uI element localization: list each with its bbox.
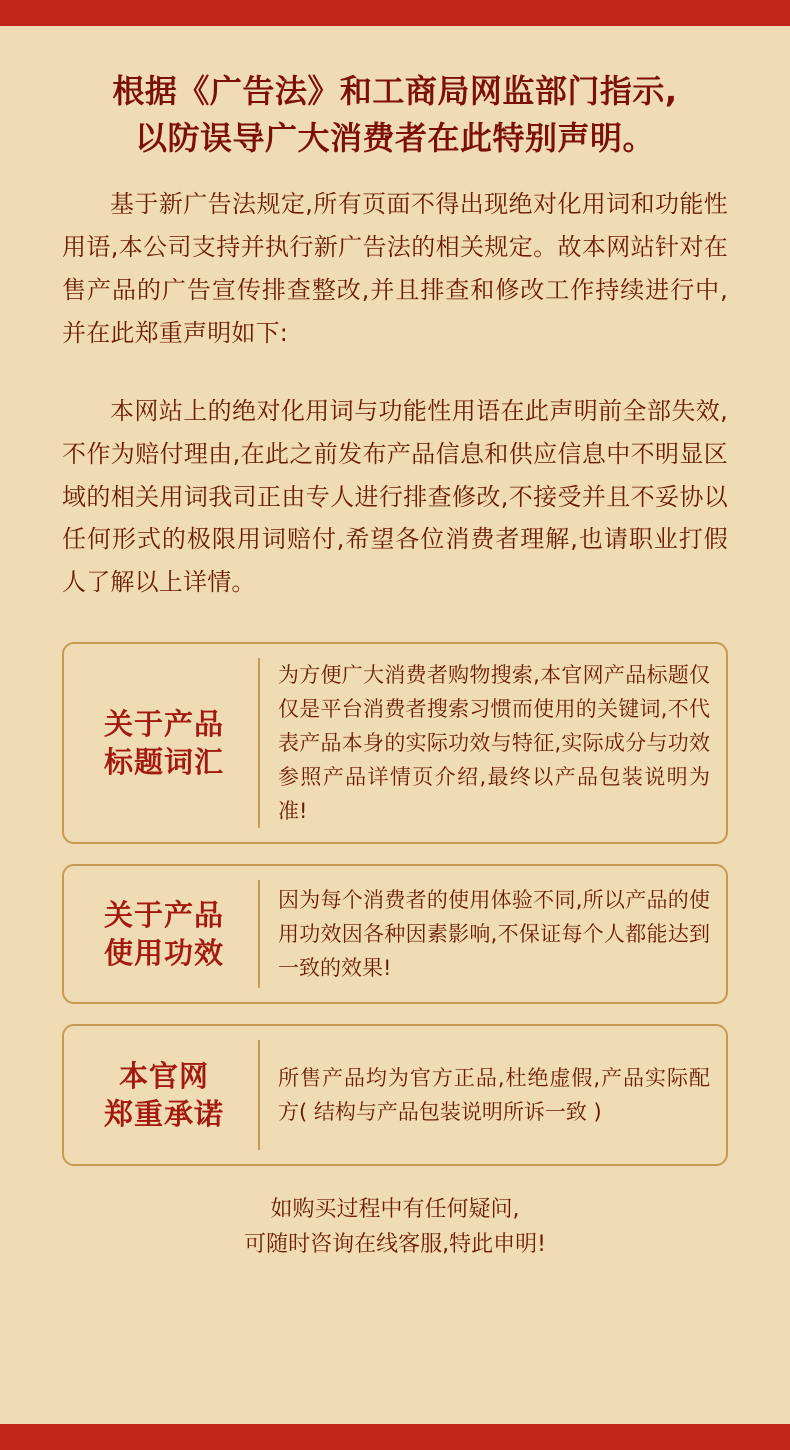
notice-card-body: 为方便广大消费者购物搜索,本官网产品标题仅仅是平台消费者搜索习惯而使用的关键词,不代表产品本身的实际功效与特征,实际成分与功效参照产品详情页介绍,最终以产品包装说明为准! — [278, 662, 710, 823]
notice-card-title-line1: 本官网 — [118, 1058, 209, 1093]
page-title — [62, 68, 728, 161]
bottom-red-bar — [0, 1424, 790, 1450]
notice-card-title-line1: 关于产品 — [103, 706, 224, 741]
notice-card-title-line2: 使用功效 — [103, 935, 224, 970]
page-content — [0, 26, 790, 1424]
notice-card-title — [80, 880, 260, 988]
notice-card-list — [62, 642, 728, 1166]
notice-card-body: 所售产品均为官方正品,杜绝虚假,产品实际配方( 结构与产品包装说明所诉一致 ) — [278, 1065, 710, 1124]
notice-card-body: 因为每个消费者的使用体验不同,所以产品的使用功效因各种因素影响,不保证每个人都能达到一致的效果! — [278, 887, 710, 980]
declaration-paragraph-1: 基于新广告法规定,所有页面不得出现绝对化用词和功能性用语,本公司支持并执行新广告法的相关规定。故本网站针对在售产品的广告宣传排查整改,并且排查和修改工作持续进行中,并在此郑重声明如下: — [62, 190, 728, 347]
notice-card-product-title — [62, 642, 728, 844]
page-title-line2: 以防误导广大消费者在此特别声明。 — [134, 118, 655, 157]
notice-card-official-promise — [62, 1024, 728, 1166]
footer-note-line2: 可随时咨询在线客服,特此申明! — [244, 1232, 546, 1258]
page-title-line1: 根据《广告法》和工商局网监部门指示, — [112, 72, 678, 110]
notice-card-title-line1: 关于产品 — [103, 897, 224, 932]
footer-note-line1: 如购买过程中有任何疑问, — [270, 1196, 520, 1222]
notice-card-title — [80, 658, 260, 828]
notice-card-title-line2: 郑重承诺 — [103, 1096, 224, 1131]
declaration-paragraph-2: 本网站上的绝对化用词与功能性用语在此声明前全部失效,不作为赔付理由,在此之前发布产品信息和供应信息中不明显区域的相关用词我司正由专人进行排查修改,不接受并且不妥协以任何形式的极限用词赔付,希望各位消费者理解,也请职业打假人了解以上详情。 — [62, 397, 728, 597]
notice-card-product-effect — [62, 864, 728, 1004]
notice-card-title-line2: 标题词汇 — [103, 744, 224, 779]
footer-note — [62, 1192, 728, 1272]
top-red-bar — [0, 0, 790, 26]
notice-card-title — [80, 1040, 260, 1150]
